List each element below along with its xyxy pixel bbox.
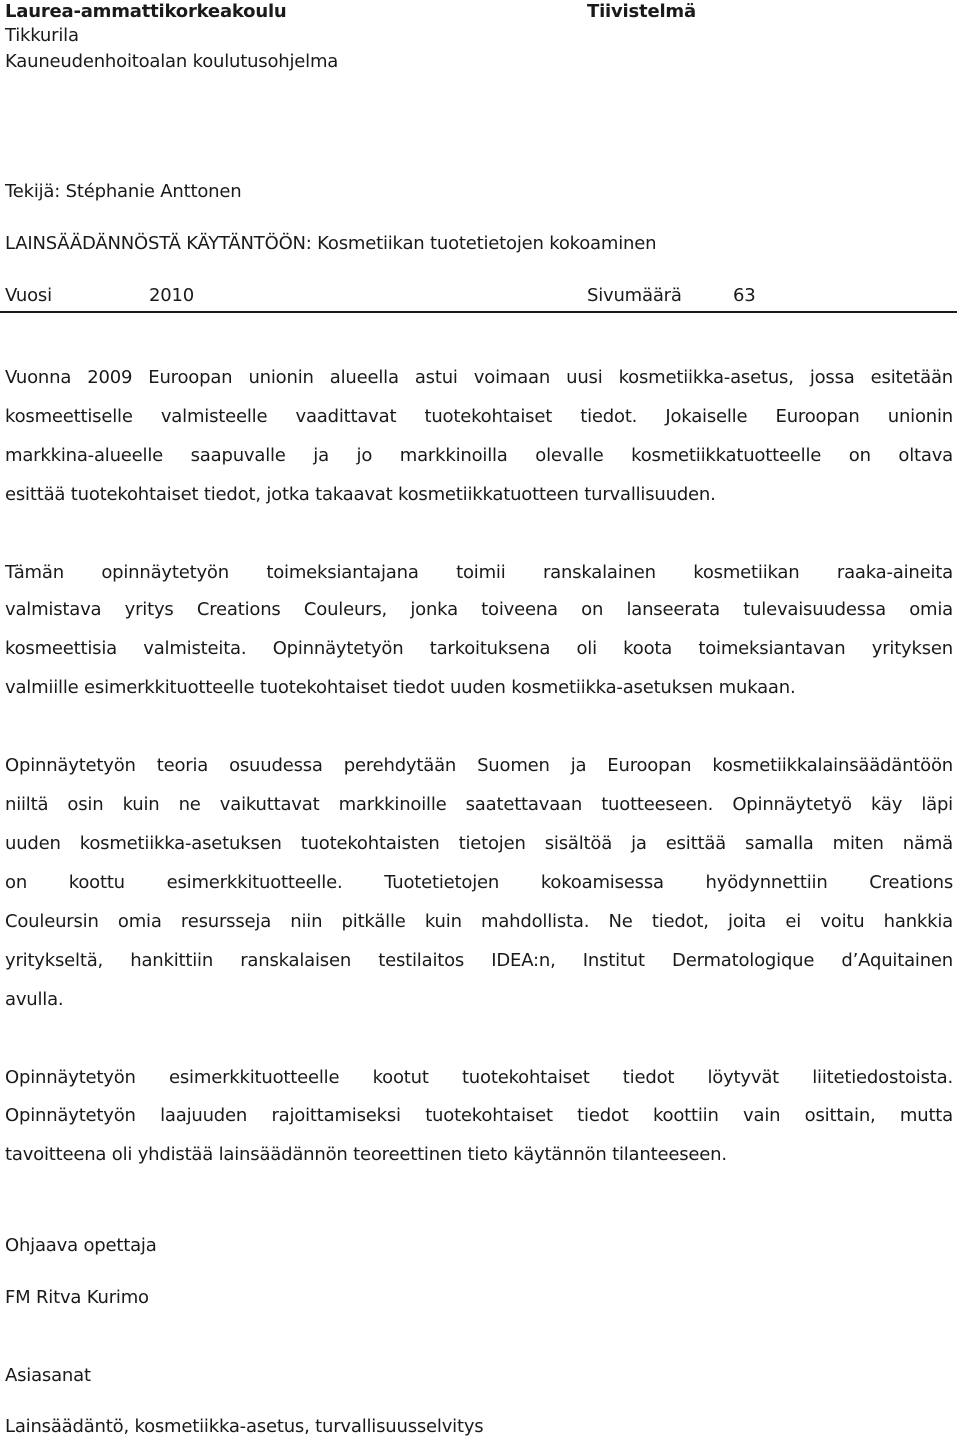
keywords-value: Lainsäädäntö, kosmetiikka-asetus, turvallisuusselvitys <box>5 1416 484 1437</box>
keywords-label: Asiasanat <box>5 1365 91 1386</box>
abstract-line: Opinnäytetyön teoria osuudessa perehdytään Suomen ja Euroopan kosmetiikkalainsäädäntöön <box>5 755 953 776</box>
abstract-line: markkina-alueelle saapuvalle ja jo markkinoilla olevalle kosmetiikkatuotteelle on oltava <box>5 445 953 466</box>
campus-name: Tikkurila <box>5 25 79 46</box>
abstract-line: valmiille esimerkkituotteelle tuotekohtaiset tiedot uuden kosmetiikka-asetuksen mukaan. <box>5 677 796 698</box>
thesis-title: LAINSÄÄDÄNNÖSTÄ KÄYTÄNTÖÖN: Kosmetiikan tuotetietojen kokoaminen <box>5 233 657 254</box>
supervisor-label: Ohjaava opettaja <box>5 1235 157 1256</box>
abstract-line: niiltä osin kuin ne vaikuttavat markkinoille saatettavaan tuotteeseen. Opinnäytetyö käy läpi <box>5 794 953 815</box>
school-name: Laurea-ammattikorkeakoulu <box>5 1 287 22</box>
abstract-line: kosmeettisia valmisteita. Opinnäytetyön tarkoituksena oli koota toimeksiantavan yrityksen <box>5 638 953 659</box>
abstract-line: kosmeettiselle valmisteelle vaadittavat tuotekohtaiset tiedot. Jokaiselle Euroopan unionin <box>5 406 953 427</box>
abstract-line: avulla. <box>5 989 64 1010</box>
abstract-line: esittää tuotekohtaiset tiedot, jotka takaavat kosmetiikkatuotteen turvallisuuden. <box>5 484 716 505</box>
abstract-line: Opinnäytetyön esimerkkituotteelle kootut tuotekohtaiset tiedot löytyvät liitetiedostoista. <box>5 1067 953 1088</box>
programme-name: Kauneudenhoitoalan koulutusohjelma <box>5 51 339 72</box>
abstract-line: valmistava yritys Creations Couleurs, jonka toiveena on lanseerata tulevaisuudessa omia <box>5 599 953 620</box>
abstract-line: Couleursin omia resursseja niin pitkälle kuin mahdollista. Ne tiedot, joita ei voitu hankkia <box>5 911 953 932</box>
year-label: Vuosi <box>5 285 52 306</box>
header-divider <box>0 311 957 313</box>
abstract-line: Opinnäytetyön laajuuden rajoittamiseksi tuotekohtaiset tiedot koottiin vain osittain, mutta <box>5 1105 953 1126</box>
abstract-line: Tämän opinnäytetyön toimeksiantajana toimii ranskalainen kosmetiikan raaka-aineita <box>5 562 953 583</box>
pages-label: Sivumäärä <box>587 285 682 306</box>
document-type: Tiivistelmä <box>587 1 696 22</box>
author-line: Tekijä: Stéphanie Anttonen <box>5 181 242 202</box>
abstract-line: uuden kosmetiikka-asetuksen tuotekohtaisten tietojen sisältöä ja esittää samalla miten nämä <box>5 833 953 854</box>
pages-value: 63 <box>733 285 756 306</box>
abstract-line: yritykseltä, hankittiin ranskalaisen testilaitos IDEA:n, Institut Dermatologique d’Aquitainen <box>5 950 953 971</box>
abstract-line: tavoitteena oli yhdistää lainsäädännön teoreettinen tieto käytännön tilanteeseen. <box>5 1144 727 1165</box>
supervisor-name: FM Ritva Kurimo <box>5 1287 149 1308</box>
abstract-line: Vuonna 2009 Euroopan unionin alueella astui voimaan uusi kosmetiikka-asetus, jossa esitetään <box>5 367 953 388</box>
year-value: 2010 <box>149 285 195 306</box>
abstract-line: on koottu esimerkkituotteelle. Tuotetietojen kokoamisessa hyödynnettiin Creations <box>5 872 953 893</box>
